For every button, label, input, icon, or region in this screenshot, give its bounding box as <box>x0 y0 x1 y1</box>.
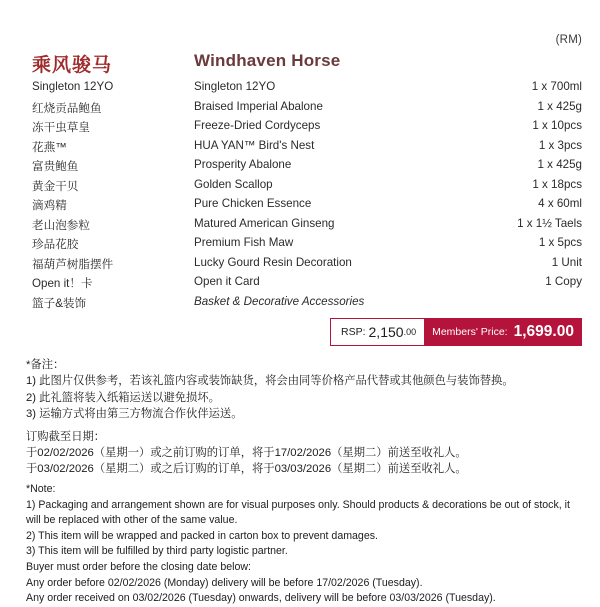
item-name-chinese: 滴鸡精 <box>32 199 67 212</box>
item-quantity: 1 x 425g <box>537 158 582 171</box>
product-title-english: Windhaven Horse <box>194 51 341 70</box>
item-name-english: Golden Scallop <box>194 177 273 191</box>
members-price-value: 1,699.00 <box>513 323 574 340</box>
item-quantity: 1 Copy <box>545 275 582 288</box>
item-name-english: HUA YAN™ Bird's Nest <box>194 138 315 152</box>
item-name-english: Premium Fish Maw <box>194 236 294 249</box>
item-name-chinese: 老山泡参粒 <box>32 218 90 232</box>
notes-english-line-1b: will be replaced with other of the same value. <box>26 514 238 527</box>
members-price <box>424 319 582 345</box>
item-name-english: Open it Card <box>194 275 260 288</box>
list-item <box>32 256 582 276</box>
deadline-line-1-chinese: 于02/02/2026（星期一）或之前订购的订单，将于17/02/2026（星期二）前送至收礼人。 <box>26 447 467 460</box>
item-name-english: Basket & Decorative Accessories <box>194 294 365 308</box>
notes-english-line-2: 2) This item will be wrapped and packed in carton box to prevent damages. <box>26 529 378 542</box>
item-name-english: Singleton 12YO <box>194 80 276 93</box>
item-name-chinese: Open it！卡 <box>32 277 93 290</box>
item-quantity: 1 x 1½ Taels <box>517 216 582 230</box>
item-name-chinese: 福葫芦树脂摆件 <box>32 257 114 271</box>
order-delivery-line-1: Any order before 02/02/2026 (Monday) delivery will be before 17/02/2026 (Tuesday). <box>26 576 423 589</box>
item-name-chinese: 富贵鲍鱼 <box>32 160 79 173</box>
list-item <box>32 197 582 217</box>
notes-chinese-line-1: 1) 此图片仅供参考，若该礼篮内容或装饰缺货，将会由同等价格产品代替或其他颜色与装饰替换。 <box>26 375 514 388</box>
item-name-chinese: 篮子&装饰 <box>32 296 87 310</box>
order-delivery-line-2: Any order received on 03/02/2026 (Tuesday) onwards, delivery will be before 03/03/2026 (Tuesday). <box>26 592 496 605</box>
rsp-label: RSP: <box>341 326 366 338</box>
product-title-chinese: 乘风骏马 <box>32 55 113 76</box>
rsp-cents: .00 <box>403 327 417 337</box>
item-name-english: Matured American Ginseng <box>194 216 335 230</box>
product-title <box>32 50 582 76</box>
list-item <box>32 119 582 139</box>
item-quantity: 1 x 5pcs <box>538 236 582 249</box>
notes-english-line-3: 3) This item will be fulfilled by third party logistic partner. <box>26 545 288 558</box>
notes-chinese-heading: *备注： <box>26 359 65 371</box>
list-item <box>32 178 582 198</box>
item-name-english: Braised Imperial Abalone <box>194 99 323 113</box>
list-item <box>32 158 582 178</box>
item-name-english: Pure Chicken Essence <box>194 197 312 210</box>
list-item <box>32 275 582 295</box>
item-name-english: Prosperity Abalone <box>194 158 292 171</box>
list-item <box>32 139 582 159</box>
item-name-chinese: 珍品花胶 <box>32 238 79 251</box>
notes-english-line-1a: 1) Packaging and arrangement shown are for visual purposes only. Should products & decorations be out of stock, it <box>26 498 570 511</box>
item-quantity: 1 x 3pcs <box>538 138 582 152</box>
deadline-line-2-chinese: 于03/02/2026（星期二）或之后订购的订单，将于03/03/2026（星期二）前送至收礼人。 <box>26 463 467 476</box>
price-bar <box>330 318 582 346</box>
item-name-chinese: 黄金干贝 <box>32 179 79 193</box>
list-item <box>32 80 582 100</box>
notes-english <box>26 482 582 607</box>
item-name-chinese: 红烧贡品鲍鱼 <box>32 101 102 115</box>
item-quantity: 1 x 10pcs <box>532 119 582 132</box>
item-quantity: 1 x 425g <box>537 99 582 113</box>
list-item <box>32 100 582 120</box>
item-quantity: 1 x 700ml <box>531 80 582 93</box>
list-item <box>32 236 582 256</box>
members-price-label: Members' Price: <box>432 326 508 338</box>
notes-english-heading: *Note: <box>26 483 56 495</box>
notes-chinese-line-3: 3) 运输方式将由第三方物流合作伙伴运送。 <box>26 408 243 421</box>
item-name-chinese: 花燕™ <box>32 140 67 154</box>
item-quantity: 1 Unit <box>551 255 582 269</box>
currency-label: (RM) <box>555 34 582 46</box>
rsp-price <box>331 319 424 345</box>
buyer-closing-date-line: Buyer must order before the closing date below: <box>26 560 251 573</box>
notes-chinese <box>26 357 582 478</box>
item-quantity: 1 x 18pcs <box>532 177 582 191</box>
list-item <box>32 295 582 315</box>
item-name-english: Lucky Gourd Resin Decoration <box>194 255 352 269</box>
item-list <box>32 80 582 314</box>
item-quantity: 4 x 60ml <box>538 197 582 210</box>
notes-chinese-line-2: 2) 此礼篮将装入纸箱运送以避免损坏。 <box>26 391 220 404</box>
item-name-chinese: Singleton 12YO <box>32 80 114 93</box>
list-item <box>32 217 582 237</box>
deadline-heading-chinese: 订购截至日期： <box>26 430 106 443</box>
rsp-value: 2,150 <box>368 324 404 340</box>
item-name-english: Freeze-Dried Cordyceps <box>194 119 321 132</box>
item-name-chinese: 冻干虫草皇 <box>32 121 90 134</box>
